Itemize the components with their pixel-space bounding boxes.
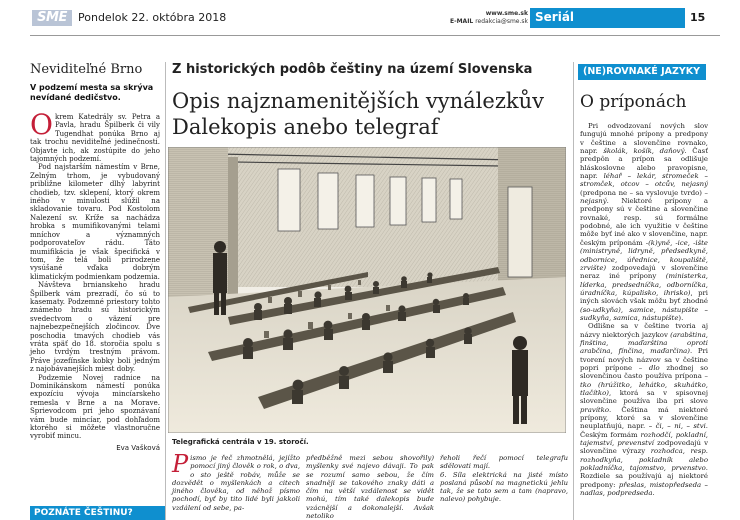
drop-cap: P (172, 450, 189, 478)
main-kicker: Z historických podôb češtiny na území Slovenska (172, 62, 533, 77)
image-caption: Telegrafická centrála v 19. storočí. (172, 438, 309, 446)
drop-cap: O (30, 108, 53, 141)
title-line: Opis najznamenitějších vynálezkův (172, 89, 545, 113)
contact-email: redakcia@sme.sk (475, 18, 528, 25)
contact-info (448, 10, 528, 26)
left-kicker: Neviditeľné Brno (30, 62, 143, 77)
contact-web: www.sme.sk (485, 10, 528, 17)
left-paragraph: Podzemie Novej radnice na Dominikánskom námestí ponúka expozíciu vývoja mincíarskeho remesla v Brne a na Morave. Sprievodcom pri jeho spoznávaní vám bude mincíar, pod dohľadom ktorého si môžete vlastnoručne vyrobiť mincu. (30, 373, 160, 441)
right-body (580, 122, 708, 497)
left-paragraph: Pod najstarším námestím v Brne, Zelným trhom, je vybudovaný približne kilometer dlhý labyrint chodieb, tzv. sklepení, ktorý okrem iného v minulosti slúžil na skladovanie tovaru. Pod Kostolom Nalezení sv. Kríže sa nachádza hrobka s mumifikovanými telami mníchov a významných podporovateľov rádu. Táto mumifikácia je však špecifická v tom, že telá boli prirodzene vysúšané vďaka dobrým klimatickým podmienkam podzemia. (30, 163, 160, 281)
left-column-article (30, 62, 160, 512)
author-signature: Eva Vašková (116, 443, 160, 452)
right-title: O príponách (580, 92, 687, 112)
main-body-col-2: předběžně mezi sebou shovořily) myšlenky své najevo dávaji. To pak se rozumí samo sebou, že čím snadněji se takového znaky dáti a čím na větší vzdálenost se vidět mohú, tím také dalekopis bude vzácnější a dokonalejší. Avšak netoliko (306, 454, 434, 520)
left-deck: V podzemí mesta sa skrýva nevídané dedičstvo. (30, 83, 154, 102)
nerovnake-jazyky-tab: (NE)ROVNAKÉ JAZYKY (578, 64, 706, 80)
left-body (30, 108, 160, 452)
left-paragraph: Návšteva brnianskeho hradu Špilberk vám prezradí, čo sú to kasematy. Podzemné priestory tohto známeho hradu sú historickým svedectvom o väzení pre najnebezpečnejších zločincov. Dve poschodia tmavých chodieb vás vráta späť do 18. storočia spolu s jeho tvrdým trestným právom. Práve jozefínske kobky boli jedným z najobávanejších miest doby. (30, 281, 160, 374)
page-header (0, 0, 740, 40)
sme-logo: SME (32, 10, 72, 26)
engraving-illustration (168, 147, 566, 433)
contact-email-label: E-MAIL (450, 18, 474, 25)
column-divider (573, 62, 574, 520)
section-name: Seriál (535, 10, 575, 24)
telegraph-hall-engraving (168, 147, 566, 433)
page-number: 15 (690, 11, 706, 24)
left-paragraph: Okrem Katedrály sv. Petra a Pavla, hradu Špilberk či vily Tugendhat ponúka Brno aj tak trochu neviditeľné jedinečnosti. Objavte ich, ak zostúpite do jeho tajomných podzemí. (30, 108, 160, 164)
column-divider (165, 62, 166, 520)
header-divider (30, 35, 720, 36)
right-paragraph: Pri odvodzovaní nových slov fungujú mnohé prípony a predpony v češtine a slovenčine rovnako, napr. školák, košík, daňový. Časť predpôn a prípon sa odlišuje hláskoslovne alebo pravopisne, napr. léhař – lekár, stromeček – stromček, otcov – otcův, nejasný (predpona ne – sa vyslovuje tvrdo) – nejasný. Niektoré prípony a predpony sú v češtine a slovenčine rovnaké, resp. sú formálne podobné, ale ich využitie v češtine môže byť iné ako v slovenčine, napr. českým príponám -(k)yně, -ice, -ište (ministryně, lidryně, předsedkyně, odbornice, úřednice, koupaliště, zrvište) zodpovedajú v slovenčine neraz iné prípony (ministerka, líderka, predsedníčka, odborníčka, úradníčka, kúpalisko, ihrisko), pri iných slovách však môžu byť zhodné (so-udkyňa), samice, nástupište – sudkyňa, samica, nástupište). (580, 122, 708, 322)
issue-date: Pondelok 22. októbra 2018 (78, 11, 227, 24)
main-body-columns (172, 450, 572, 520)
main-title (172, 88, 572, 140)
section-bar (530, 8, 685, 28)
main-body-col-3: řeholi řečí pomocí telegrafu sdělovati mají. 6. Síla elektrická na jisté místo poslaná působí na magnetickú jehlu tak, že se tato sem a tam (napravo, nalevo) pohybuje. (440, 454, 568, 504)
right-paragraph: Odlišne sa v češtine tvoria aj názvy niektorých jazykov (arabština, finština, maďarština oproti arabčina, fínčina, maďarčina). Pri tvorení nových názvov sa v češtine popri prípone – dlo zhodnej so slovenčinou často používa prípona – tko (hrúžitko, lehátko, skuhátko, tlačítko), ktorá sa v spisovnej slovenčine používa iba pri slove pravítko. Čeština má niektoré prípony, ktoré sa v slovenčine neuplatňujú, napr. – či, – ni, – stvi. Českým formám rozhodčí, pokladní, tajemství, prevenství zodpovedajú v slovenčine výrazy rozhodca, resp. rozhodkyňa, pokladník alebo pokladníčka, tajomstvo, prvenstvo. Rozdiele sa používajú aj niektoré predpony: přeslas, mistopředseda – nadlas, podpredseda. (580, 322, 708, 498)
title-line: Dalekopis anebo telegraf (172, 115, 439, 139)
poznate-cestinu-tab: POZNÁTE ČEŠTINU? (30, 506, 166, 520)
main-body-col-1: Pismo je řeč zhmotnělá, jejížto pomocí jiný člověk o rok, o dva, o sto ještě robáv, může se dozvědět o myšlenkách a citech jiného člověka, od něhož písmo pochodí, byť by tito lidé byli jakkoli vzdálení od sebe, pa- (172, 450, 300, 512)
